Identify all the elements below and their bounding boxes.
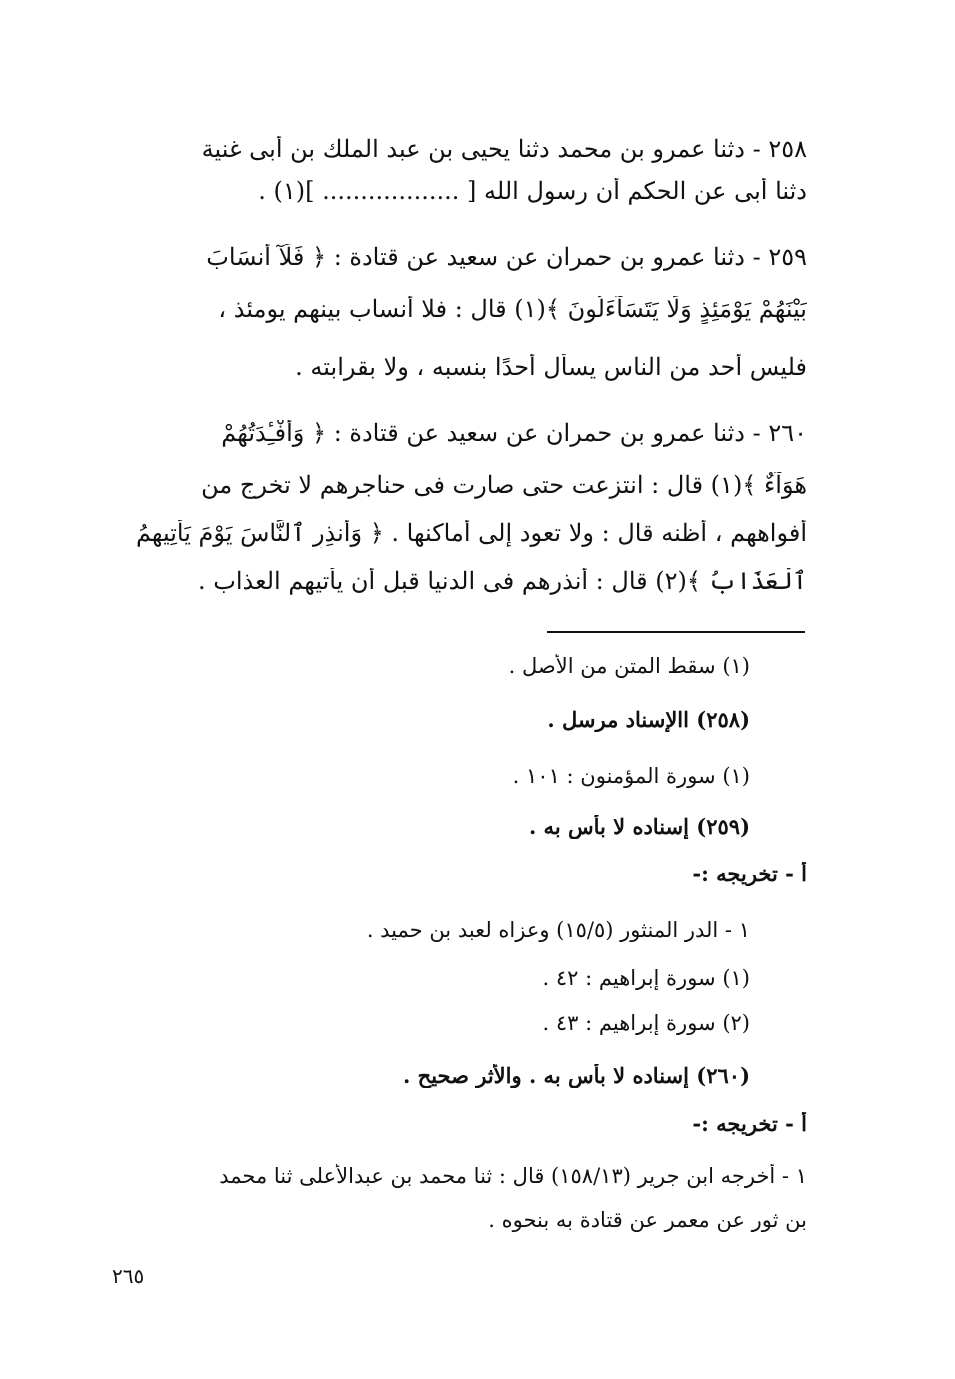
- paragraph-259-line-2: بَيْنَهُمْ يَوْمَئِذٍ وَلَا يَتَسَآءَلُونَ ﴾(١) قال : فلا أنساب بينهم يومئذ ،: [218, 296, 807, 323]
- takhrij-item-ibn-jarir-line-1: ١ - أخرجه ابن جرير (١٥٨/١٣) قال : ثنا محمد بن عبدالأعلى ثنا محمد: [219, 1164, 807, 1188]
- footnote-surah-ibrahim-43: (٢) سورة إبراهيم : ٤٣ .: [542, 1011, 750, 1035]
- takhrij-item-durr: ١ - الدر المنثور (١٥/٥) وعزاه لعبد بن حميد .: [366, 918, 750, 942]
- paragraph-259-line-3: فليس أحد من الناس يسأل أحدًا بنسبه ، ولا بقرابته .: [295, 354, 807, 381]
- footnote-surah-ibrahim-42: (١) سورة إبراهيم : ٤٢ .: [542, 966, 750, 990]
- paragraph-260-line-1: ٢٦٠ - دثنا عمرو بن حمران عن سعيد عن قتادة : ﴿ وَأَفْـِٔدَتُهُمْ: [221, 420, 807, 447]
- footnote-258-isnad: (٢٥٨) االإسناد مرسل .: [547, 708, 750, 732]
- footnote-surah-muminun: (١) سورة المؤمنون : ١٠١ .: [512, 764, 750, 788]
- takhrij-heading-2: أ - تخريجه :-: [692, 1112, 807, 1136]
- footnote-separator: [547, 631, 805, 633]
- paragraph-260-line-3: أفواههم ، أظنه قال : ولا تعود إلى أماكنها . ﴿ وَأَنذِرِ ٱلنَّاسَ يَوْمَ يَأْتِيهِمُ: [135, 520, 807, 547]
- paragraph-258-line-2: دثنا أبى عن الحكم أن رسول الله [ .................. ](١) .: [258, 178, 807, 205]
- footnote-1: (١) سقط المتن من الأصل .: [508, 654, 750, 678]
- footnote-259-isnad: (٢٥٩) إسناده لا بأس به .: [528, 815, 750, 839]
- takhrij-item-ibn-jarir-line-2: بن ثور عن معمر عن قتادة به بنحوه .: [488, 1208, 807, 1232]
- paragraph-260-line-4: ٱلْعَذَابُ ﴾(٢) قال : أنذرهم فى الدنيا قبل أن يأتيهم العذاب .: [198, 568, 807, 595]
- paragraph-259-line-1: ٢٥٩ - دثنا عمرو بن حمران عن سعيد عن قتادة : ﴿ فَلَآ أَنسَابَ: [206, 244, 807, 271]
- paragraph-260-line-2: هَوَآءٌ ﴾(١) قال : انتزعت حتى صارت فى حناجرهم لا تخرج من: [201, 472, 807, 499]
- footnote-260-isnad: (٢٦٠) إسناده لا بأس به . والأثر صحيح .: [403, 1064, 750, 1088]
- paragraph-258-line-1: ٢٥٨ - دثنا عمرو بن محمد دثنا يحيى بن عبد الملك بن أبى غنية: [201, 136, 807, 163]
- page-number: ٢٦٥: [112, 1264, 145, 1288]
- takhrij-heading-1: أ - تخريجه :-: [692, 862, 807, 886]
